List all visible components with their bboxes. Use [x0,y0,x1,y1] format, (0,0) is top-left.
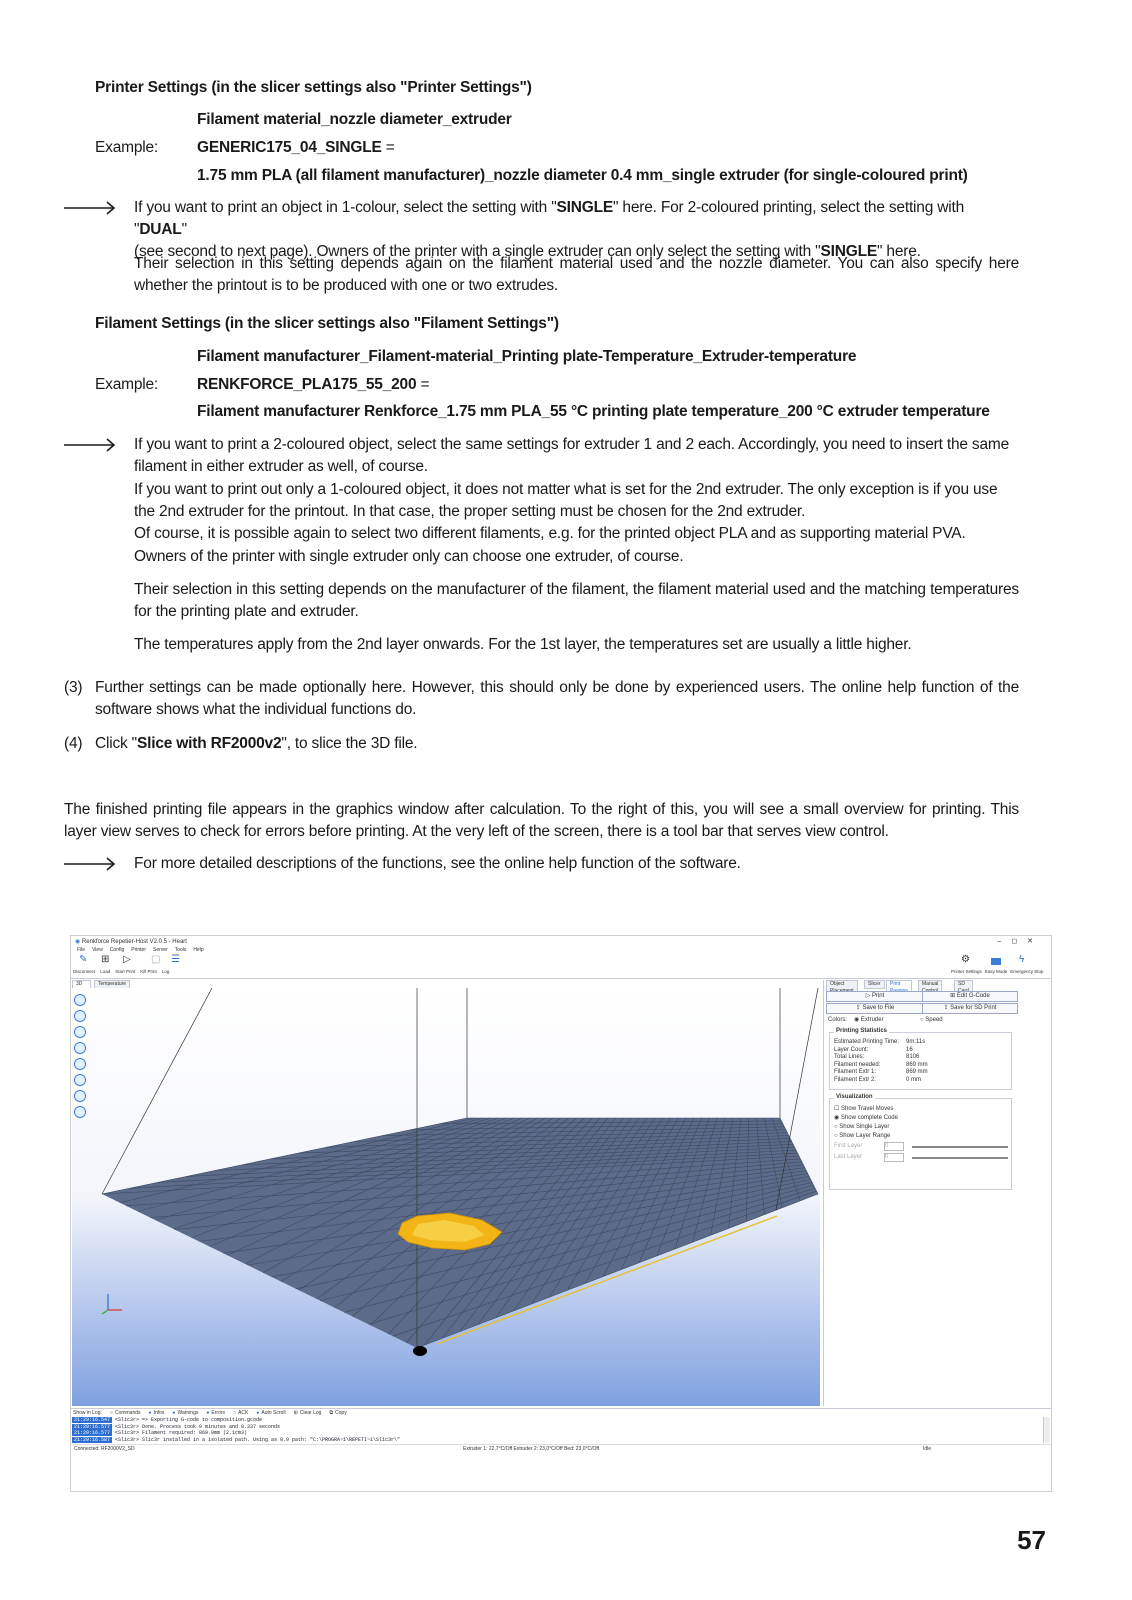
start-print-icon[interactable]: ▷ [123,954,131,965]
gear-icon[interactable]: ⚙ [961,954,970,965]
visualization-group [829,1094,1012,1190]
note-bold-single: SINGLE [820,243,877,260]
log-filter-label: Auto Scroll [261,1410,286,1416]
last-layer-label: Last Layer [834,1154,863,1160]
log-toolbar [73,1410,347,1416]
log-filter-label: Copy [335,1410,347,1416]
log-filter-label: ACK [238,1410,249,1416]
view-top-icon[interactable] [74,1074,86,1086]
log-filter-icon: ● [172,1410,176,1416]
colors-label: Colors: [828,1017,848,1023]
window-title-text: Renkforce Repetier-Host V2.0.5 - Heart [81,939,187,945]
log-icon[interactable]: ☰ [171,954,180,965]
statistic-value: 0 mm [906,1076,921,1083]
note-text: " here. For 2-coloured printing, select the setting with " [134,199,964,238]
filament-note-line: Of course, it is possible again to select two different filaments, e.g. for the printed object PLA and as supporting material PVA. [134,525,966,542]
first-layer-slider[interactable] [912,1146,1008,1148]
log-filter-icon: ● [256,1410,260,1416]
easy-mode-icon[interactable] [991,958,1001,965]
edit-gcode-label: Edit G-Code [956,993,990,999]
statistic-value: 9m:11s [906,1039,926,1045]
toolbar-label[interactable]: Log [161,969,170,974]
view-front-icon[interactable] [74,1058,86,1070]
right-toolbar [951,956,1047,976]
first-layer-input[interactable]: 0 [884,1142,904,1151]
menu-item[interactable]: Tools [174,947,187,953]
note-bold-dual: DUAL [139,221,182,238]
statistic-value: 16 [906,1046,913,1053]
statistic-label: Filament Extr 1: [834,1069,877,1075]
right-toolbar-labels [951,969,1044,974]
log-filter-infos[interactable] [149,1410,165,1416]
right-toolbar-label[interactable]: Printer Settings [951,969,982,974]
statistic-label: Filament needed: [834,1061,881,1068]
origin-marker [413,1346,427,1356]
log-filter-errors[interactable] [206,1410,225,1416]
body-note: For more detailed descriptions of the functions, see the online help function of the software. [134,855,741,872]
log-timestamp: 21:29:16.577 [74,1423,111,1430]
save-sd-label: Save for SD Print [950,1005,997,1011]
step-4-part: Click " [95,735,137,752]
note-bold-single: SINGLE [556,199,614,216]
reset-view-icon[interactable] [74,1042,86,1054]
printer-example-code: GENERIC175_04_SINGLE [197,139,382,156]
printer-example-label: Example: [95,139,159,156]
printing-statistics-group [829,1028,1012,1090]
window-title [75,939,187,946]
log-filter-label: Clear Log [299,1410,322,1416]
log-filter-warnings[interactable] [172,1410,198,1416]
view-side-icon[interactable] [74,1090,86,1102]
menu-item[interactable]: Server [153,947,168,953]
filament-note-line: Owners of the printer with single extruder only can choose one extruder, of course. [134,548,684,565]
view-tab[interactable]: Temperature [94,980,130,996]
log-line [72,1437,400,1443]
visualization-title: Visualization [836,1094,873,1100]
kill-print-icon[interactable]: ▢ [151,954,161,965]
visualization-option[interactable]: ○ Show Single Layer [834,1124,890,1130]
view-tab[interactable]: 3D [72,980,91,996]
log-filter-auto-scroll[interactable] [256,1410,285,1416]
right-toolbar-label[interactable]: Emergency Stop [1010,969,1044,974]
note-text: (see second to next page). Owners of the printer with a single extruder can only select the setting with " [134,243,821,260]
status-connection: Connected: RF2000V2_SD [74,1446,135,1452]
log-filter-icon: ○ [109,1410,113,1416]
statistic-label: Estimated Printing Time: [834,1039,900,1045]
statistic-value: 869 mm [906,1061,928,1068]
print-button-label: Print [871,993,885,999]
visualization-option[interactable]: ○ Show Layer Range [834,1133,891,1139]
log-filter-commands[interactable] [110,1410,141,1416]
toolbar-label[interactable]: Start Print [115,969,136,974]
menu-item[interactable]: Config [109,947,125,953]
panel-tab[interactable]: Object [826,980,858,996]
filament-note-line: If you want to print a 2-coloured object, select the same settings for extruder 1 and 2 each. Accordingly, you need to insert the same [134,436,1010,453]
arrow-right-icon [64,438,116,452]
colors-extruder-radio[interactable]: ◉ Extruder [854,1017,884,1023]
divider [71,1408,1051,1409]
load-icon[interactable]: ⊞ [101,954,110,965]
filament-note-line: filament in either extruder as well, of course. [134,458,428,475]
printer-example-eq: = [381,139,395,156]
log-timestamp: 21:29:16.587 [74,1436,111,1443]
disconnect-icon[interactable]: ✎ [79,954,88,965]
printer-format-line: Filament material_nozzle diameter_extruder [197,111,512,128]
step-4-number: (4) [64,735,83,752]
arrow-right-icon [64,857,116,871]
filament-example-label: Example: [95,376,159,393]
log-line [72,1424,280,1430]
filament-note-line: If you want to print out only a 1-coloured object, it does not matter what is set for the 2nd extruder. The only exception is if you use [134,481,998,498]
filament-para-temps: The temperatures apply from the 2nd layer onwards. For the 1st layer, the temperatures set are usually a little higher. [134,636,912,653]
log-message: <Slic3r> Slic3r installed in a isolated path. Using as 0.9 path: "C:\PROGRA~1\REPETI~1\Slic3r\" [112,1436,401,1443]
menu-item[interactable]: Help [193,947,204,953]
log-filter-ack[interactable] [233,1410,248,1416]
printer-para: Their selection in this setting depends again on the filament material used and the nozzle diameter. You can also specify here whether the printout is to be produced with one or two extrudes. [134,255,1019,294]
panel-tab[interactable]: SD [954,980,973,996]
filament-note-line: the 2nd extruder for the printout. In that case, the proper setting must be chosen for the 2nd extruder. [134,503,806,520]
log-filter-label: Infos [153,1410,165,1416]
statistic-value: 8106 [906,1054,920,1060]
panel-tab[interactable]: Print [886,980,912,996]
statistic-label: Total Lines: [834,1054,865,1060]
arrow-right-icon [64,201,116,215]
log-panel[interactable] [72,1417,1017,1443]
note-text: " here. [877,243,921,260]
printer-example [197,137,395,159]
log-filter-copy[interactable] [329,1410,346,1416]
colors-extruder-label: Extruder [860,1017,884,1023]
filament-format-line: Filament manufacturer_Filament-material_Printing plate-Temperature_Extruder-temperature [197,348,857,365]
software-screenshot [70,935,1052,1492]
log-line [72,1430,247,1436]
page-number: 57 [1017,1525,1046,1555]
log-filter-label: Warnings [177,1410,199,1416]
first-layer-label: First Layer [834,1143,863,1149]
log-line [72,1417,262,1423]
note-text: " [181,221,187,238]
statistic-value: 869 mm [906,1069,928,1075]
menu-item[interactable]: File [77,947,86,953]
log-message: <Slic3r> Done. Process took 0 minutes and 0.337 seconds [112,1423,281,1430]
visualization-option[interactable]: ☐ Show Travel Moves [834,1106,894,1112]
save-file-label: Save to File [862,1005,895,1011]
log-filter-icon: ⧉ [329,1410,334,1416]
visualization-option[interactable]: ◉ Show complete Code [834,1115,898,1121]
filament-example [197,374,429,396]
filament-para: Their selection in this setting depends on the manufacturer of the filament, the filament material used and the matching temperatures for the printing plate and extruder. [134,581,1019,620]
log-filter-label: Commands [114,1410,141,1416]
step-3-number: (3) [64,679,83,696]
filament-settings-heading: Filament Settings (in the slicer settings also "Filament Settings") [95,315,559,332]
last-layer-slider[interactable] [912,1157,1008,1159]
window-controls[interactable]: –◻✕ [997,938,1043,945]
log-filter-icon: ● [206,1410,210,1416]
save-sd-button[interactable]: ⇪ Save for SD Print [922,1003,1018,1014]
status-temperatures: Extruder 1: 22,7°C/Off Extruder 2: 23,0°C/Off Bed: 23,0°C/Off [463,1446,600,1452]
filament-example-code: RENKFORCE_PLA175_55_200 [197,376,417,393]
log-filter-label: Errors [211,1410,226,1416]
note-text: If you want to print an object in 1-colour, select the setting with " [134,199,557,216]
edit-gcode-button[interactable]: ⊞ Edit G-Code [922,991,1018,1002]
statistic-label: Filament Extr 2: [834,1076,877,1083]
print-button[interactable]: ▷ Print [826,991,924,1002]
toolbar-label[interactable]: Load [100,969,111,974]
log-filter-icon: ● [148,1410,152,1416]
filament-example-eq: = [416,376,430,393]
divider [71,978,1051,979]
menu-bar [77,947,204,953]
status-bar [71,1444,1051,1453]
menu-item[interactable]: View [92,947,103,953]
panel-tab[interactable]: Slicer [864,980,885,989]
last-layer-input[interactable]: 0 [884,1153,904,1162]
panel-tab[interactable]: Manual [918,980,942,996]
parallel-view-icon[interactable] [74,1106,86,1118]
log-filter-label: Show in Log: [73,1410,102,1416]
move-icon[interactable] [74,1010,86,1022]
colors-speed-label: Speed [925,1017,943,1023]
3d-viewport[interactable] [72,988,820,1406]
step-3-text: Further settings can be made optionally here. However, this should only be done by experienced users. The online help function of the software shows what the individual functions do. [95,679,1019,718]
toolbar-label[interactable]: Disconnect [73,969,96,974]
log-show-label [73,1410,102,1416]
step-4-text [95,733,417,755]
lightning-icon[interactable]: ϟ [1019,954,1025,965]
log-filter-icon: ⊞ [293,1410,298,1416]
printer-settings-heading: Printer Settings (in the slicer settings also "Printer Settings") [95,79,532,96]
app-icon: ◉ [75,939,81,945]
log-message: <Slic3r> => Exporting G-code to composition.gcode [112,1417,263,1423]
statistic-label: Layer Count: [834,1046,869,1053]
right-panel [823,980,1050,1406]
rotate-icon[interactable] [74,994,86,1006]
toolbar-labels [73,969,169,974]
status-idle: Idle [923,1446,932,1452]
printing-statistics-title: Printing Statistics [836,1028,888,1034]
log-timestamp: 21:29:16.577 [74,1430,111,1436]
save-file-button[interactable]: ⇪ Save to File [826,1003,924,1014]
printer-example-desc: 1.75 mm PLA (all filament manufacturer)_nozzle diameter 0.4 mm_single extruder (for single-coloured print) [197,167,968,184]
log-filter-clear-log[interactable] [294,1410,322,1416]
step-4-bold: Slice with RF2000v2 [137,735,282,752]
menu-item[interactable]: Printer [131,947,146,953]
toolbar-label[interactable]: Kill Print [140,969,157,974]
zoom-icon[interactable] [74,1026,86,1038]
colors-speed-radio[interactable]: ○ Speed [920,1017,943,1023]
log-scrollbar[interactable] [1043,1417,1050,1443]
log-message: <Slic3r> Filament required: 869.9mm (2.1cm3) [112,1430,248,1436]
log-timestamp: 21:29:16.547 [74,1417,111,1423]
log-filter-icon: ○ [233,1410,237,1416]
filament-example-desc: Filament manufacturer Renkforce_1.75 mm PLA_55 °C printing plate temperature_200 °C extruder temperature [197,403,990,420]
body-paragraph: The finished printing file appears in the graphics window after calculation. To the right of this, you will see a small overview for printing. This layer view serves to check for errors before printing. At the very left of the screen, there is a tool bar that serves view control. [64,801,1019,840]
step-4-part: ", to slice the 3D file. [281,735,418,752]
right-toolbar-label[interactable]: Easy Mode [984,969,1008,974]
